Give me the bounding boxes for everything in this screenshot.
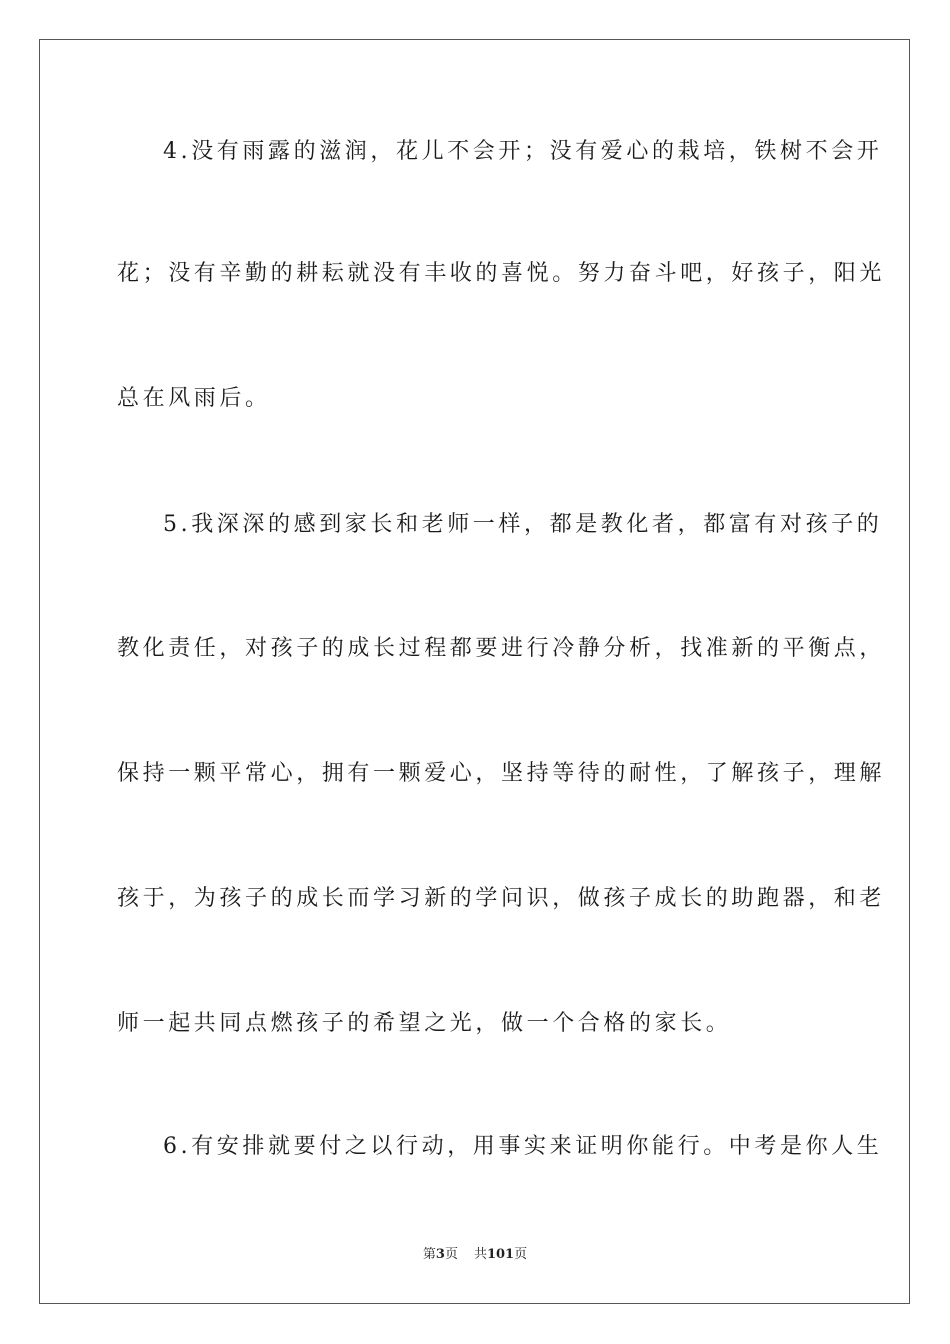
paragraph-4-line-1: 4.没有雨露的滋润，花儿不会开；没有爱心的栽培，铁树不会开 xyxy=(163,139,883,164)
page-border xyxy=(39,39,910,1304)
paragraph-5-line-1: 5.我深深的感到家长和老师一样，都是教化者，都富有对孩子的 xyxy=(163,512,883,537)
paragraph-5-line-4: 孩于，为孩子的成长而学习新的学问识，做孩子成长的助跑器，和老 xyxy=(117,886,886,911)
paragraph-4-line-3: 总在风雨后。 xyxy=(117,386,271,411)
footer-page-number: 3 xyxy=(435,1247,445,1262)
paragraph-5-line-2: 教化责任，对孩子的成长过程都要进行冷静分析，找准新的平衡点， xyxy=(117,636,886,661)
footer-total-pages: 101 xyxy=(486,1247,515,1262)
footer-total-prefix: 共 xyxy=(473,1247,487,1262)
paragraph-4-line-2: 花；没有辛勤的耕耘就没有丰收的喜悦。努力奋斗吧，好孩子，阳光 xyxy=(117,261,886,286)
footer-page-prefix: 第 xyxy=(422,1247,436,1262)
footer-page-suffix: 页 xyxy=(444,1247,458,1262)
page-footer xyxy=(0,1246,950,1264)
paragraph-5-line-5: 师一起共同点燃孩子的希望之光，做一个合格的家长。 xyxy=(117,1011,732,1036)
paragraph-6-line-1: 6.有安排就要付之以行动，用事实来证明你能行。中考是你人生 xyxy=(163,1134,883,1159)
footer-total-suffix: 页 xyxy=(514,1247,528,1262)
paragraph-5-line-3: 保持一颗平常心，拥有一颗爱心，坚持等待的耐性，了解孩子，理解 xyxy=(117,761,886,786)
